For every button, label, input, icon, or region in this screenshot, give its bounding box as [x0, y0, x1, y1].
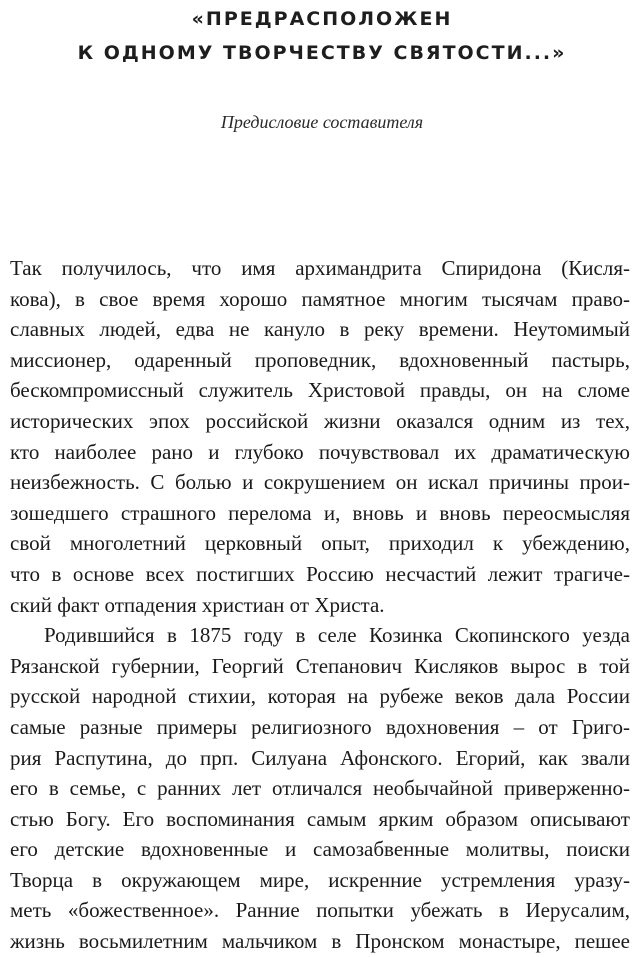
text-line: славных людей, едва не кануло в реку времени. Неутомимый [10, 317, 630, 342]
text-line: Творца в окружающем мире, искренние устремления уразу- [10, 867, 630, 892]
text-line: кова), в свое время хорошо памятное многим тысячам право- [10, 286, 630, 311]
text-line: жизнь восьмилетним мальчиком в Пронском монастыре, пешее [10, 929, 630, 954]
text-line: кто наиболее рано и глубоко почувствовал их драматическую [10, 439, 630, 464]
text-line: что в основе всех постигших Россию несчастий лежит трагиче- [10, 561, 630, 586]
text-line: бескомпромиссный служитель Христовой правды, он на сломе [10, 378, 630, 403]
text-line: неизбежность. С болью и сокрушением он искал причины прои- [10, 470, 630, 495]
text-line: меть «божественное». Ранние попытки убежать в Иерусалим, [10, 898, 630, 923]
text-line: исторических эпох российской жизни оказался одним из тех, [10, 408, 630, 433]
text-line: его детские вдохновенные и самозабвенные молитвы, поиски [10, 837, 630, 862]
text-line: рия Распутина, до прп. Силуана Афонского. Егорий, как звали [10, 745, 630, 770]
text-line: ский факт отпадения христиан от Христа. [10, 592, 385, 617]
text-line: его в семье, с ранних лет отличался необычайной приверженно- [10, 776, 630, 801]
text-line: русской народной стихии, которая на рубеже веков дала России [10, 684, 630, 709]
chapter-title-line-2: К ОДНОМУ ТВОРЧЕСТВУ СВЯТОСТИ...» [77, 42, 567, 64]
text-line: свой многолетний церковный опыт, приходил к убеждению, [10, 531, 630, 556]
body-text [10, 253, 630, 957]
text-line: зошедшего страшного перелома и, вновь и вновь переосмысляя [10, 500, 630, 525]
text-line: миссионер, одаренный проповедник, вдохновенный пастырь, [10, 347, 630, 372]
text-line: самые разные примеры религиозного вдохновения – от Григо- [10, 714, 630, 739]
chapter-subtitle: Предисловие составителя [220, 112, 424, 132]
text-line: Так получилось, что имя архимандрита Спиридона (Кисля- [10, 256, 630, 280]
text-line: Рязанской губернии, Георгий Степанович Кисляков вырос в той [10, 653, 630, 678]
text-line: Родившийся в 1875 году в селе Козинка Скопинского уезда [44, 623, 630, 648]
text-line: стью Богу. Его воспоминания самым ярким образом описывают [10, 806, 630, 831]
chapter-title-line-1: «ПРЕДРАСПОЛОЖЕН [191, 8, 453, 30]
